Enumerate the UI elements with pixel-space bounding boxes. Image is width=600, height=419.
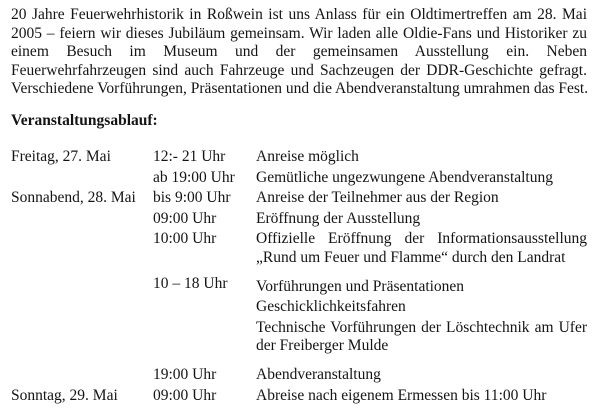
schedule-description [256, 278, 587, 297]
schedule-row [11, 274, 587, 297]
description-line: Anreise der Teilnehmer aus der Region [256, 189, 499, 207]
schedule-description [256, 148, 587, 167]
schedule-description [256, 319, 587, 356]
schedule-time: 10:00 Uhr [153, 230, 217, 248]
schedule-time: 09:00 Uhr [153, 209, 217, 227]
schedule-heading: Veranstaltungsablauf: [11, 112, 158, 129]
description-line: Abendveranstaltung [256, 365, 381, 383]
schedule-description [256, 366, 587, 385]
schedule-row [11, 169, 587, 188]
schedule-row [11, 148, 587, 167]
schedule-time: ab 19:00 Uhr [153, 168, 235, 186]
description-line: Offizielle Eröffnung der Informationsausstellung [256, 230, 587, 248]
description-line: Abreise nach eigenem Ermessen bis 11:00 Uhr [256, 386, 547, 404]
description-line: Technische Vorführungen der Löschtechnik am Ufer [256, 318, 587, 336]
schedule-table [11, 148, 587, 405]
description-line: Anreise möglich [256, 148, 359, 165]
schedule-day: Sonnabend, 28. Mai [11, 189, 136, 207]
description-line: „Rund um Feuer und Flamme“ durch den Landrat [256, 248, 566, 266]
schedule-row [11, 387, 587, 406]
document-page [11, 6, 589, 404]
description-line: Gemütliche ungezwungene Abendveranstaltung [256, 168, 553, 186]
intro-paragraph [11, 6, 587, 99]
description-line: Geschicklichkeitsfahren [256, 298, 406, 316]
schedule-row [11, 210, 587, 229]
schedule-time: 12:- 21 Uhr [153, 148, 226, 165]
schedule-day: Sonntag, 29. Mai [11, 386, 118, 404]
schedule-row [11, 319, 587, 356]
schedule-description [256, 189, 587, 208]
schedule-time: 09:00 Uhr [153, 386, 217, 404]
intro-line: 2005 – feiern wir dieses Jubiläum gemeinsam. Wir laden alle Oldie-Fans und Historiker zu [11, 24, 587, 42]
schedule-row [11, 366, 587, 385]
description-line: der Freiberger Mulde [256, 337, 389, 355]
schedule-description [256, 387, 587, 406]
schedule-day: Freitag, 27. Mai [11, 148, 111, 165]
schedule-description [256, 169, 587, 188]
description-line: Vorführungen und Präsentationen [256, 277, 465, 295]
intro-line: einem Besuch im Museum und der gemeinsamen Ausstellung ein. Neben [11, 43, 587, 61]
schedule-row [11, 230, 587, 267]
schedule-description [256, 230, 587, 267]
schedule-time: 10 – 18 Uhr [153, 274, 228, 292]
schedule-time: bis 9:00 Uhr [153, 189, 231, 207]
schedule-row [11, 298, 587, 317]
intro-line: Verschiedene Vorführungen, Präsentationen und die Abendveranstaltung umrahmen das Fest. [11, 80, 589, 98]
schedule-row [11, 189, 587, 208]
intro-line: Feuerwehrfahrzeugen sind auch Fahrzeuge und Sachzeugen der DDR-Geschichte gefragt. [11, 61, 587, 79]
schedule-description [256, 210, 587, 229]
intro-line: 20 Jahre Feuerwehrhistorik in Roßwein ist uns Anlass für ein Oldtimertreffen am 28. Mai [11, 6, 587, 23]
schedule-description [256, 298, 587, 317]
description-line: Eröffnung der Ausstellung [256, 209, 421, 227]
schedule-time: 19:00 Uhr [153, 365, 217, 383]
